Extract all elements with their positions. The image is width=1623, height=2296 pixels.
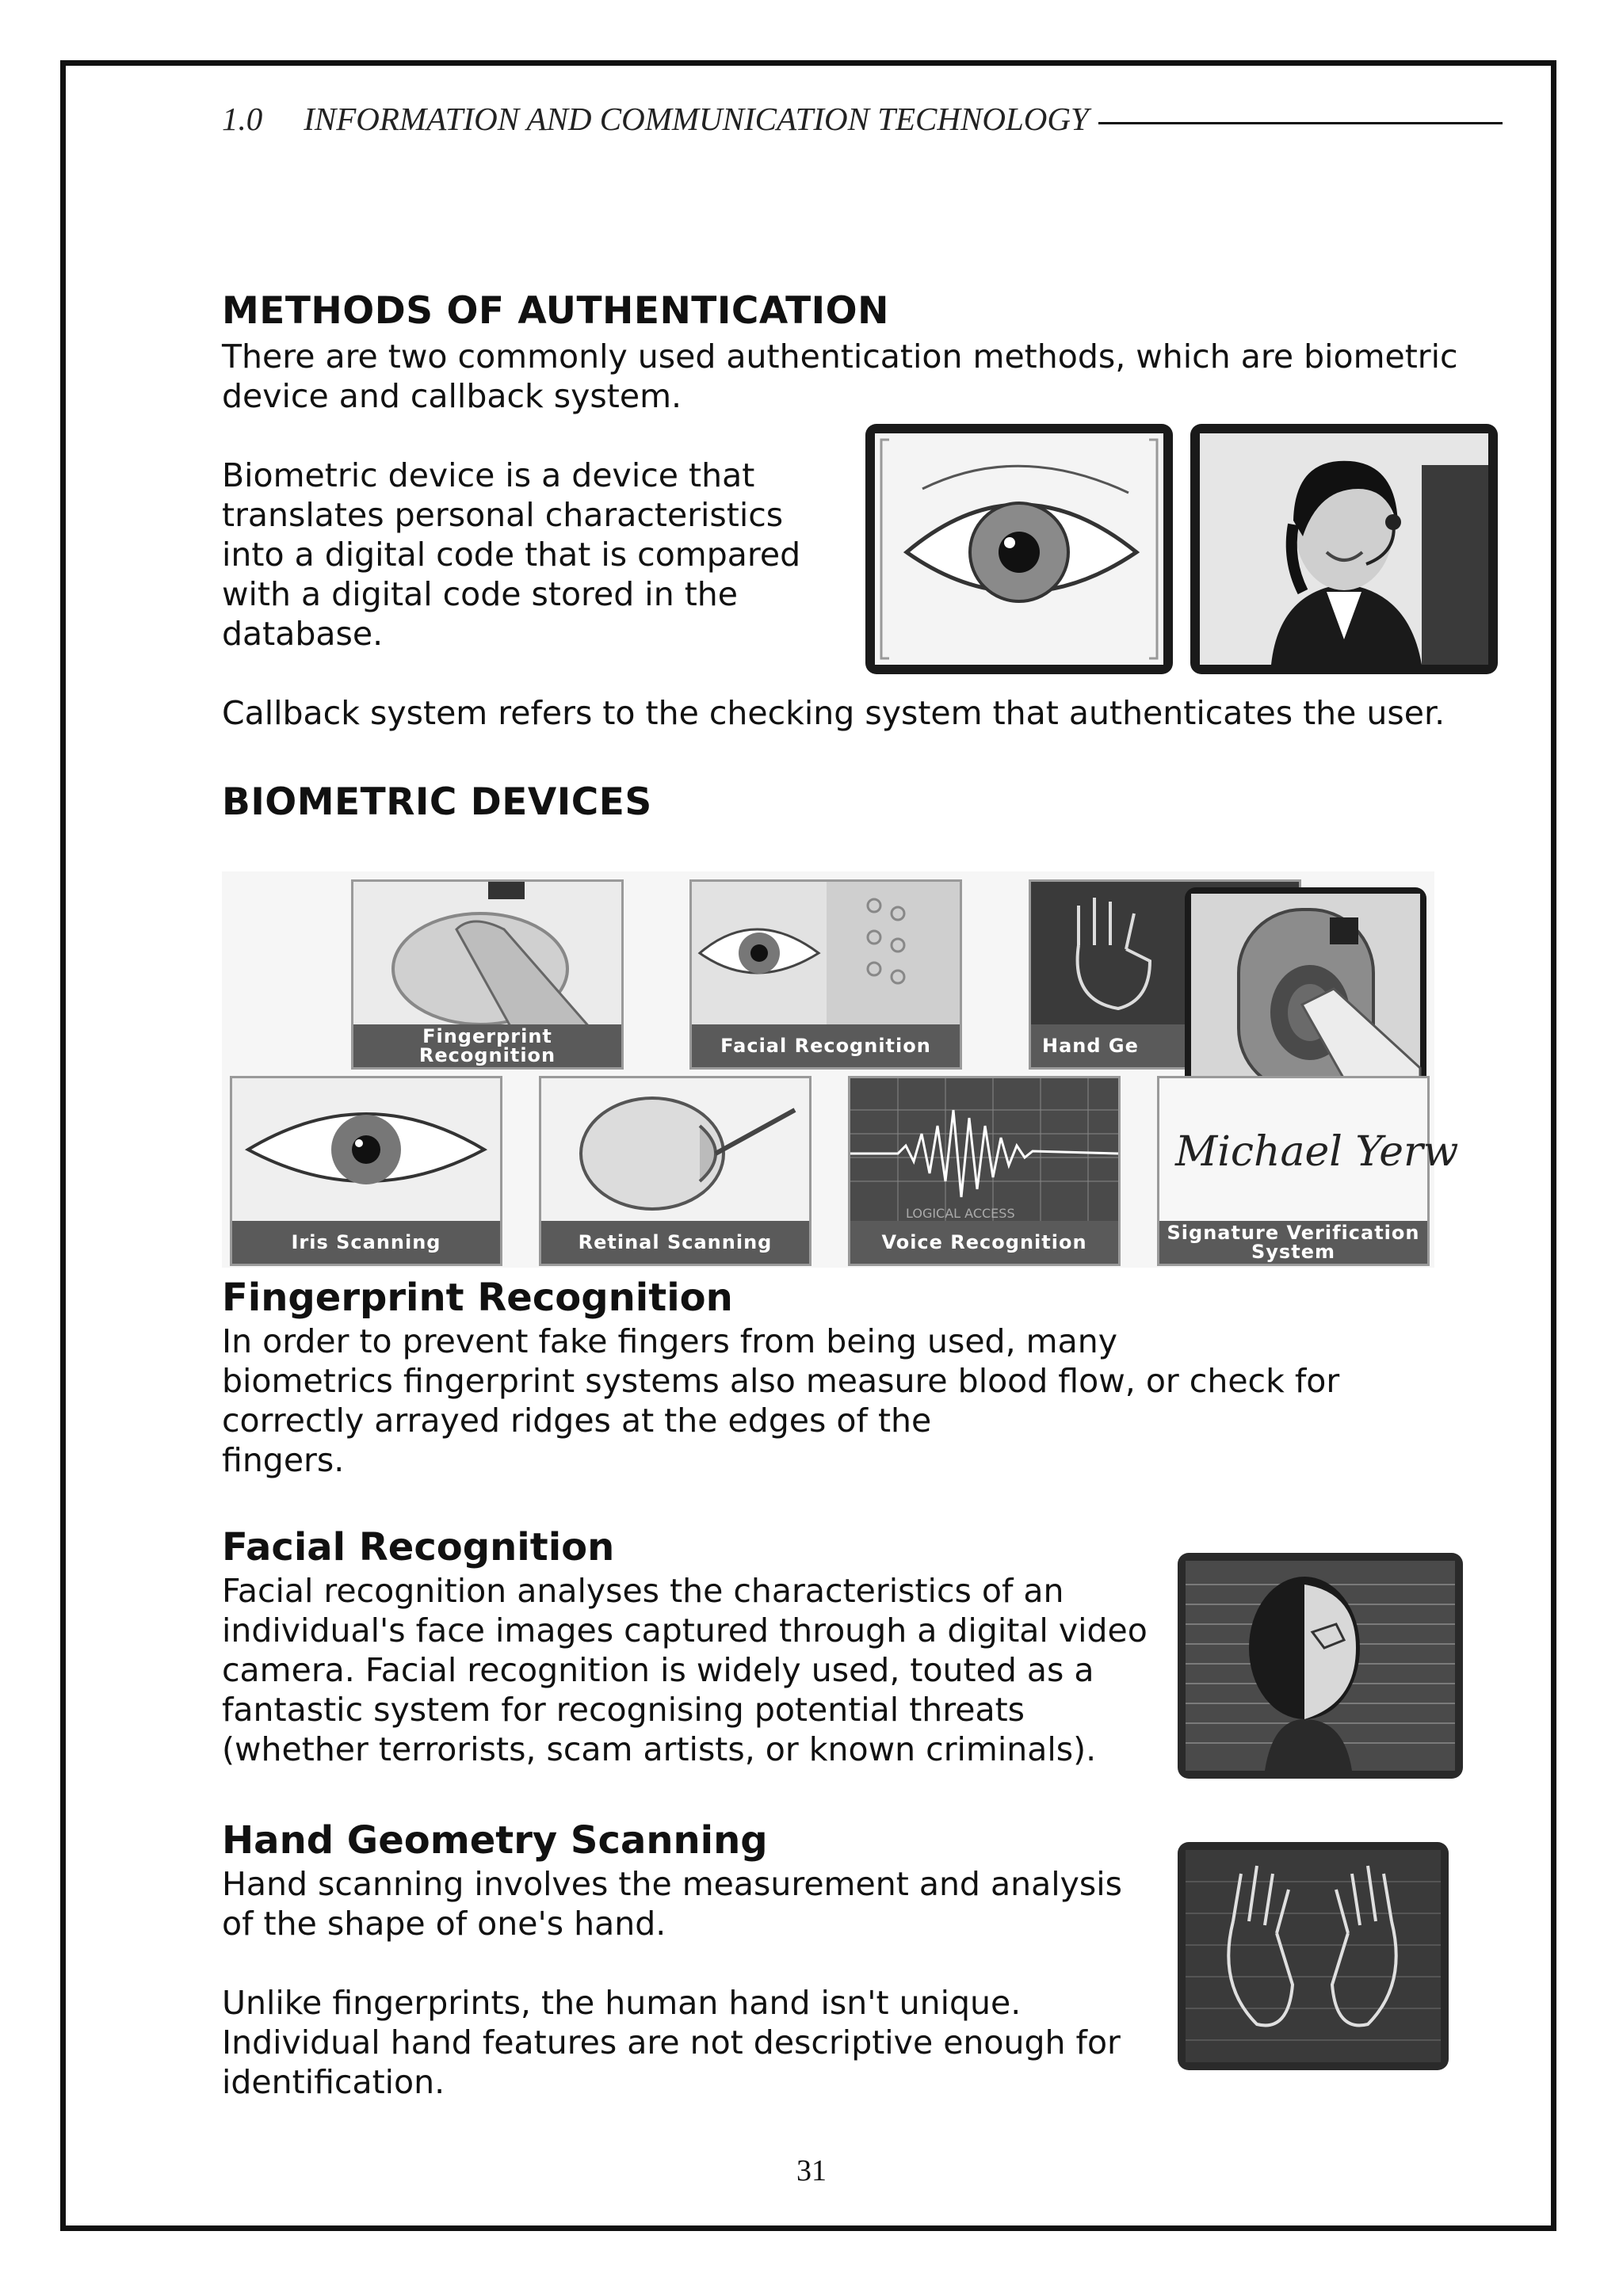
running-header bbox=[222, 95, 1503, 143]
header-rule bbox=[1098, 122, 1503, 124]
fingerprint-heading: Fingerprint Recognition bbox=[222, 1276, 733, 1320]
eye-illustration bbox=[875, 433, 1163, 665]
headset-illustration bbox=[1200, 433, 1488, 665]
voice-waveform-icon bbox=[850, 1078, 1118, 1226]
facial-line-1: Facial recognition analyses the characteristics of an bbox=[222, 1572, 1064, 1610]
tile-fingerprint-caption: Fingerprint Recognition bbox=[353, 1024, 621, 1067]
hand-line-5: identification. bbox=[222, 2063, 445, 2101]
eye-photo bbox=[865, 424, 1173, 674]
facial-line-4: fantastic system for recognising potential threats bbox=[222, 1691, 1025, 1729]
biometric-devices-heading: BIOMETRIC DEVICES bbox=[222, 780, 652, 824]
retinal-scanning-icon bbox=[541, 1078, 809, 1226]
hand-scan-icon bbox=[1186, 1850, 1441, 2062]
fingerprint-line-3: correctly arrayed ridges at the edges of the bbox=[222, 1402, 932, 1440]
fingerprint-scanner-icon bbox=[353, 882, 621, 1029]
hand-line-4: Individual hand features are not descriptive enough for bbox=[222, 2023, 1121, 2061]
tile-retinal bbox=[539, 1076, 812, 1266]
facial-line-3: camera. Facial recognition is widely used, touted as a bbox=[222, 1651, 1094, 1689]
face-scan-icon bbox=[1186, 1561, 1455, 1771]
headset-photo bbox=[1190, 424, 1498, 674]
tile-facial-caption: Facial Recognition bbox=[692, 1024, 960, 1067]
facial-line-2: individual's face images captured through a digital video bbox=[222, 1611, 1148, 1650]
biometric-line-2: translates personal characteristics bbox=[222, 496, 784, 534]
tile-fingerprint bbox=[351, 879, 624, 1070]
hand-heading: Hand Geometry Scanning bbox=[222, 1818, 768, 1863]
biometric-line-5: database. bbox=[222, 615, 384, 653]
chapter-number: 1.0 bbox=[222, 101, 263, 137]
fingerprint-line-4: fingers. bbox=[222, 1441, 345, 1479]
biometric-line-4: with a digital code stored in the bbox=[222, 575, 738, 613]
callback-text: Callback system refers to the checking system that authenticates the user. bbox=[222, 694, 1445, 732]
methods-heading: METHODS OF AUTHENTICATION bbox=[222, 289, 889, 333]
fingerprint-line-2: biometrics fingerprint systems also measure blood flow, or check for bbox=[222, 1362, 1340, 1400]
hand-line-1: Hand scanning involves the measurement and analysis bbox=[222, 1865, 1122, 1903]
facial-heading: Facial Recognition bbox=[222, 1525, 615, 1569]
facial-recognition-icon bbox=[692, 882, 960, 1029]
tile-hand-caption: Hand Ge bbox=[1031, 1024, 1299, 1067]
tile-voice-caption: Voice Recognition bbox=[850, 1221, 1118, 1264]
biometric-line-1: Biometric device is a device that bbox=[222, 456, 755, 494]
tile-iris-caption: Iris Scanning bbox=[232, 1221, 500, 1264]
tile-facial bbox=[689, 879, 962, 1070]
methods-intro-line-2: device and callback system. bbox=[222, 377, 682, 415]
page-number: 31 bbox=[796, 2154, 827, 2187]
hand-geometry-photo bbox=[1178, 1842, 1449, 2070]
signature-name: Michael Yerw bbox=[1175, 1128, 1459, 1176]
signature-icon bbox=[1159, 1078, 1459, 1226]
methods-intro-line-1: There are two commonly used authentication methods, which are biometric bbox=[222, 338, 1458, 376]
facial-recognition-photo bbox=[1178, 1553, 1463, 1779]
tile-voice bbox=[848, 1076, 1121, 1266]
facial-line-5: (whether terrorists, scam artists, or known criminals). bbox=[222, 1730, 1097, 1768]
iris-scanning-icon bbox=[232, 1078, 500, 1226]
tile-iris bbox=[230, 1076, 502, 1266]
tile-signature-caption: Signature Verification System bbox=[1159, 1221, 1427, 1264]
voice-watermark: LOGICAL ACCESS bbox=[906, 1206, 1015, 1221]
biometric-line-3: into a digital code that is compared bbox=[222, 536, 801, 574]
hand-line-2: of the shape of one's hand. bbox=[222, 1905, 666, 1943]
chapter-title: INFORMATION AND COMMUNICATION TECHNOLOGY bbox=[304, 101, 1089, 137]
tile-signature bbox=[1157, 1076, 1459, 1266]
scanner-device-icon bbox=[1191, 894, 1420, 1103]
fingerprint-line-1: In order to prevent fake fingers from being used, many bbox=[222, 1322, 1117, 1360]
biometric-devices-collage bbox=[222, 871, 1459, 1268]
hand-line-3: Unlike fingerprints, the human hand isn't unique. bbox=[222, 1984, 1022, 2022]
tile-retinal-caption: Retinal Scanning bbox=[541, 1221, 809, 1264]
